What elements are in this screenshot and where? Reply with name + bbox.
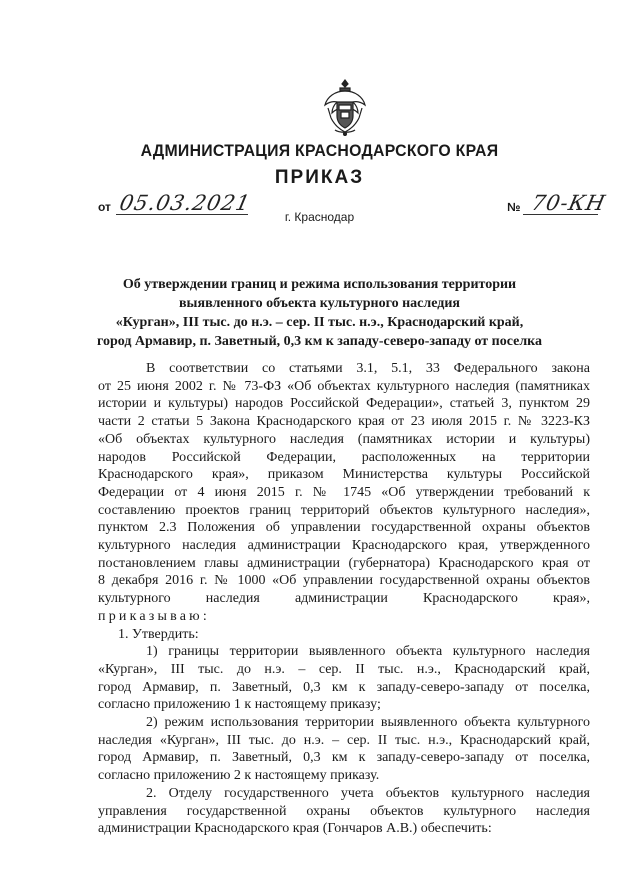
item-1-heading: 1. Утвердить: bbox=[118, 626, 199, 642]
number-prefix-label: № bbox=[507, 200, 521, 214]
handwritten-number: 70-КН bbox=[529, 191, 608, 215]
preamble-line: культурного наследия администрации Краснодарского края», bbox=[98, 591, 590, 607]
preamble-line: от 25 июня 2002 г. № 73-ФЗ «Об объектах культурного наследия (памятниках bbox=[98, 378, 590, 394]
item-1-1-line: город Армавир, п. Заветный, 0,3 км к западу-северо-западу от поселка, bbox=[98, 679, 590, 695]
coat-of-arms-emblem bbox=[323, 78, 367, 136]
item-1-2-line: 2) режим использования территории выявленного объекта культурного bbox=[146, 715, 590, 731]
item-1-1-line: 1) границы территории выявленного объекта культурного наследия bbox=[146, 644, 590, 660]
item-1-1-line: «Курган», III тыс. до н.э. – сер. II тыс. н.э., Краснодарский край, bbox=[98, 661, 590, 677]
organization-heading: АДМИНИСТРАЦИЯ КРАСНОДАРСКОГО КРАЯ bbox=[140, 141, 499, 160]
document-body bbox=[98, 360, 590, 838]
item-2-line: 2. Отделу государственного учета объектов культурного наследия bbox=[146, 785, 590, 801]
item-1-2-line: город Армавир, п. Заветный, 0,3 км к западу-северо-западу от поселка, bbox=[98, 750, 590, 766]
item-1-1-line: согласно приложению 1 к настоящему приказу; bbox=[98, 697, 381, 713]
preamble-line: Федерации от 4 июня 2015 г. № 1745 «Об утверждении требований к bbox=[98, 484, 590, 500]
date-prefix-label: от bbox=[98, 200, 111, 214]
preamble-line: народов Российской Федерации, расположенных на территории bbox=[98, 449, 590, 465]
title-line: Об утверждении границ и режима использования территории bbox=[122, 277, 517, 292]
title-line: город Армавир, п. Заветный, 0,3 км к западу-северо-западу от поселка bbox=[96, 334, 543, 349]
order-word: приказываю: bbox=[98, 608, 210, 624]
preamble-line: истории и культуры) народов Российской Федерации», статьей 3, пунктом 29 bbox=[98, 396, 590, 412]
preamble-line: В соответствии со статьями 3.1, 5.1, 33 Федерального закона bbox=[146, 361, 590, 376]
title-line: выявленного объекта культурного наследия bbox=[179, 296, 460, 311]
preamble-line: пунктом 2.3 Положения об управлении государственной охраны объектов bbox=[98, 520, 590, 536]
preamble-line: 8 декабря 2016 г. № 1000 «Об управлении государственной охраны объектов bbox=[98, 573, 590, 589]
document-title bbox=[0, 275, 639, 351]
preamble-line: составлению проектов границ территорий объектов культурного наследия», bbox=[98, 502, 590, 518]
handwritten-date: 05.03.2021 bbox=[117, 191, 253, 215]
preamble-line: Краснодарского края», приказом Министерства культуры Российской bbox=[98, 467, 590, 483]
title-line: «Курган», III тыс. до н.э. – сер. II тыс. н.э., Краснодарский край, bbox=[115, 315, 524, 330]
preamble-line: культурного наследия администрации Краснодарского края, утвержденного bbox=[98, 538, 590, 554]
city-label: г. Краснодар bbox=[284, 210, 355, 224]
item-2-line: администрации Краснодарского края (Гончаров А.В.) обеспечить: bbox=[98, 821, 492, 837]
item-1-2-line: наследия «Курган», III тыс. до н.э. – сер. II тыс. н.э., Краснодарский край, bbox=[98, 732, 590, 748]
item-2-line: управления государственной охраны объектов культурного наследия bbox=[98, 803, 590, 819]
preamble-line: постановлением главы администрации (губернатора) Краснодарского края от bbox=[98, 555, 590, 571]
document-type-heading: ПРИКАЗ bbox=[274, 167, 365, 188]
preamble-line: «Об объектах культурного наследия (памятниках истории и культуры) bbox=[98, 431, 590, 447]
preamble-line: части 2 статьи 5 Закона Краснодарского края от 23 июля 2015 г. № 3223-КЗ bbox=[98, 414, 590, 430]
item-1-2-line: согласно приложению 2 к настоящему приказу. bbox=[98, 768, 380, 784]
